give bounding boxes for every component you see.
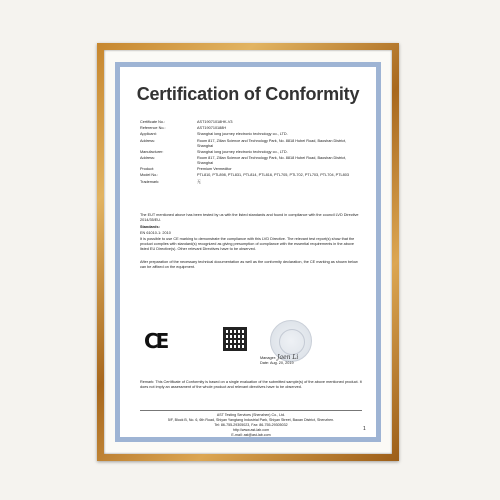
manager-label: Manager:	[260, 356, 277, 360]
field-label: Trademark:	[140, 179, 160, 184]
field-row	[140, 180, 362, 185]
field-value: Shanghai long journey electronic technology co., LTD.	[197, 132, 288, 137]
date-label: Date:	[260, 361, 270, 365]
field-row	[140, 120, 362, 125]
field-label: Applicant:	[140, 132, 157, 137]
issuer-website: http://www.ast-lab.com	[232, 428, 270, 432]
remark-paragraph: Remark: This Certificate of Conformity is based on a single evaluation of the submitted sample(s) of the above mentioned product. It does not imply an assessment of the whole product and relevant directives have to be observed.	[140, 380, 362, 390]
ce-mark-icon: CE	[144, 329, 167, 353]
frame-mat	[104, 50, 392, 454]
certificate-document	[115, 62, 381, 442]
field-label: Product:	[140, 167, 155, 172]
certificate-paper	[120, 67, 376, 437]
date-value: Aug. 20, 2019	[269, 361, 294, 365]
signature-block	[260, 354, 298, 365]
page-mark: 1	[363, 426, 366, 432]
issuer-phone: Tel: 86-755-29305023, Fax: 86-755-29305032	[214, 423, 288, 427]
certificate-title: Certification of Conformity	[136, 84, 360, 104]
issuer-footer	[140, 413, 362, 438]
ce-marking-paragraph: It is possible to use CE marking to demonstrate the compliance with this LVD Directive. The relevant test report(s) show that the product complies with standard(s) recognized as giving presumption of compliance with the essential requirements in the above listed EU Directive(s). Other relevant Directives have to be observed.	[140, 237, 355, 252]
field-row	[140, 139, 362, 149]
field-value: Room 817, Zilian Science and Technology Park, No. 8818 Hubei Road, Baoshan District, Shanghai	[197, 138, 347, 148]
field-row	[140, 156, 362, 166]
field-row	[140, 173, 362, 178]
field-label: Address:	[140, 155, 155, 160]
field-value: Premium Vermeditor	[197, 167, 232, 172]
compliance-paragraph: The EUT mentioned above has been tested by us with the listed standards and found in compliance with the council LVD Directive 2014/35/EU.	[140, 213, 359, 223]
qr-code-icon	[224, 328, 246, 350]
standards-heading: Standards:	[140, 225, 160, 229]
standard-line: EN 61010-1: 2010	[140, 231, 171, 235]
field-row	[140, 167, 362, 172]
field-label: Model No.:	[140, 173, 159, 178]
field-value: AST19071018HK-V3	[197, 120, 233, 124]
field-label: Manufacturer:	[140, 149, 164, 154]
field-value: Room 817, Zilian Science and Technology Park, No. 8818 Hubei Road, Baoshan District, Shanghai	[197, 155, 347, 165]
field-value: 无	[197, 179, 201, 184]
documentation-paragraph: After preparation of the necessary technical documentation as well as the conformity declaration, the CE marking as shown below can be affixed on the equipment.	[140, 260, 358, 270]
field-value: PTL810, PTL898, PTL831, PTL814, PTL816, PTL705, PTL702, PTL703, PTL704, PTL803	[197, 173, 349, 178]
field-row	[140, 132, 362, 137]
issuer-email: E-mail: ast@ast-lab.com	[231, 433, 271, 437]
field-label: Reference No.:	[140, 126, 166, 131]
issuer-company: AST Testing Services (Shenzhen) Co., Ltd.	[216, 413, 286, 417]
field-row	[140, 126, 362, 131]
certificate-fields	[140, 120, 362, 186]
field-value: Shanghai long journey electronic technology co., LTD.	[197, 149, 288, 154]
footer-divider	[140, 410, 362, 411]
gold-picture-frame	[97, 43, 399, 461]
field-label: Address:	[140, 138, 155, 143]
signature: Jaen Li	[277, 354, 299, 361]
field-value: AST190710188H	[197, 126, 227, 131]
field-label: Certificate No.:	[140, 120, 166, 124]
field-row	[140, 150, 362, 155]
issuer-address: 5/F, Block B, No. 6, 6th Road, Shiyan Yangtang Industrial Park, Shiyan Street, Baoan District, Shenzhen.	[167, 418, 335, 422]
